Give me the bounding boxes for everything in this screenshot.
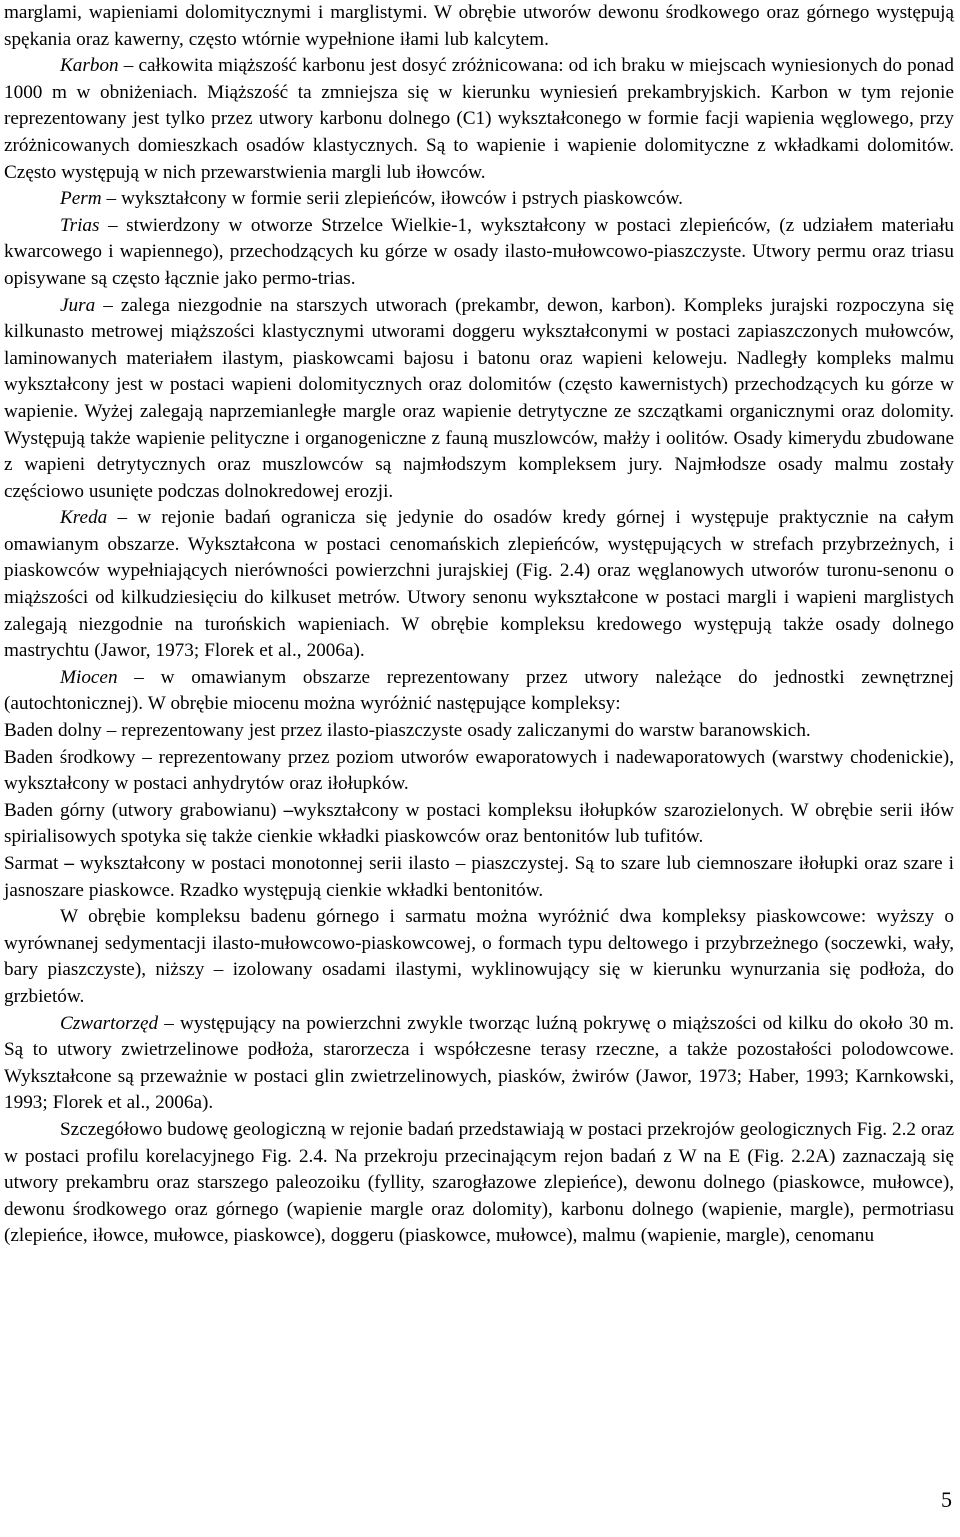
section-term: Trias — [60, 214, 100, 236]
paragraph — [4, 0, 954, 53]
paragraph — [4, 53, 954, 186]
paragraph — [4, 798, 954, 851]
paragraph-text: Baden górny (utwory grabowianu) — [4, 799, 284, 821]
section-term: Czwartorzęd — [60, 1012, 159, 1034]
paragraph-text: – występujący na powierzchni zwykle tworząc luźną pokrywę o miąższości od kilku do około 30 m. Są to utwory zwietrzelinowe podłoża, starorzecza i współczesne terasy rzeczne, a także pozostałości polodowcowe. Wykształcone są przeważnie w postaci glin zwietrzelinowych, piasków, żwirów (Jawor, 1973; Haber, 1993; Karnkowski, 1993; Florek et al., 2006a). — [4, 1012, 954, 1114]
page-number: 5 — [941, 1487, 952, 1512]
paragraph-text: wykształcony w postaci kompleksu iłołupków szarozielonych. W obrębie serii iłów spirialisowych spotyka się także cienkie wkładki piaskowców oraz bentonitów lub tufitów. — [4, 799, 954, 848]
paragraph — [4, 718, 954, 745]
bold-dash: – — [283, 799, 294, 821]
paragraph-text: wykształcony w postaci monotonnej serii ilasto – piaszczystej. Są to szare lub ciemnoszare iłołupki oraz szare i jasnoszare piaskowce. Rzadko występują cienkie wkładki bentonitów. — [4, 853, 954, 901]
paragraph — [4, 904, 954, 1010]
paragraph — [4, 213, 954, 293]
paragraph — [4, 293, 954, 506]
paragraph-text: – wykształcony w formie serii zlepieńców, iłowców i pstrych piaskowców. — [101, 188, 683, 210]
section-term: Miocen — [60, 666, 118, 688]
paragraph-text: – zalega niezgodnie na starszych utworach (prekambr, dewon, karbon). Kompleks jurajski rozpoczyna się kilkunasto metrowej miąższości klastycznymi utworami doggeru wykształconymi w postaci zapiaszczonych mułowców, laminowanych materiałem ilastym, piaskowcami bajosu i batonu oraz wapieni keloweju. Nadległy kompleks malmu wykształcony jest w postaci wapieni dolomitycznych oraz dolomitów (często kawernistych) przechodzących ku górze w wapienie. Wyżej zalegają naprzemianległe margle oraz wapienie detrytyczne ze szczątkami organicznymi oraz dolomity. Występują także wapienie pelityczne i organogeniczne z fauną muszlowców, małży i oolitów. Osady kimerydu zbudowane z wapieni detrytycznych oraz muszlowców są najmłodszym kompleksem jury. Najmłodsze osady malmu zostały częściowo usunięte podczas dolnokredowej erozji. — [4, 294, 954, 502]
section-term: Karbon — [60, 55, 119, 77]
paragraph-text: – całkowita miąższość karbonu jest dosyć zróżnicowana: od ich braku w miejscach wyniesionych do ponad 1000 m w obniżeniach. Miąższość ta zmniejsza się w kierunku wyniesień prekambryjskich. Karbon w tym rejonie reprezentowany jest tylko przez utwory karbonu dolnego (C1) wykształconego w formie facji wapienia węglowego, przy zróżnicowanych domieszkach osadów klastycznych. Są to wapienie i wapienie dolomityczne z wkładkami dolomitów. Często występują w nich przewarstwienia margli lub iłowców. — [4, 55, 954, 183]
paragraph-text: Sarmat — [4, 853, 65, 874]
paragraph-text: – w rejonie badań ogranicza się jedynie do osadów kredy górnej i występuje praktycznie na całym omawianym obszarze. Wykształcona w postaci cenomańskich zlepieńców, występujących w strefach przybrzeżnych, i piaskowców wypełniających nierówności powierzchni jurajskiej (Fig. 2.4) oraz węglanowych utworów turonu-senonu o miąższości od kilkudziesięciu do kilkuset metrów. Utwory senonu wykształcone w postaci margli i wapieni marglistych zalegają niezgodnie na turońskich wapieniach. W obrębie kompleksu kredowego występują także osady dolnego mastrychtu (Jawor, 1973; Florek et al., 2006a). — [4, 507, 954, 662]
section-term: Jura — [60, 294, 96, 316]
paragraph-text: Baden dolny – reprezentowany jest przez ilasto-piaszczyste osady zaliczanymi do warstw baranowskich. — [4, 720, 811, 742]
paragraph-text: – w omawianym obszarze reprezentowany przez utwory należące do jednostki zewnętrznej (autochtonicznej). W obrębie miocenu można wyróżnić następujące kompleksy: — [4, 666, 954, 715]
paragraph-text: – stwierdzony w otworze Strzelce Wielkie-1, wykształcony w postaci zlepieńców, (z udziałem materiału kwarcowego i wapiennego), przechodzących ku górze w osady ilasto-mułowcowo-piaszczyste. Utwory permu oraz triasu opisywane są często łącznie jako permo-trias. — [4, 214, 954, 289]
document-body — [4, 0, 954, 1250]
paragraph — [4, 505, 954, 665]
paragraph-text: Szczegółowo budowę geologiczną w rejonie badań przedstawiają w postaci przekrojów geologicznych Fig. 2.2 oraz w postaci profilu korelacyjnego Fig. 2.4. Na przekroju przecinającym rejon badań z W na E (Fig. 2.2A) zaznaczają się utwory prekambru oraz starszego paleozoiku (fyllity, szarogłazowe zlepieńce), dewonu dolnego (piaskowce, mułowce), dewonu środkowego oraz górnego (wapienie margle oraz dolomity), karbonu dolnego (wapienie, margle), permotriasu (zlepieńce, iłowce, mułowce, piaskowce), doggeru (piaskowce, mułowce), malmu (wapienie, margle), cenomanu — [4, 1118, 954, 1247]
paragraph-text: Baden środkowy – reprezentowany przez poziom utworów ewaporatowych i nadewaporatowych (warstwy chodenickie), wykształcony w postaci anhydrytów oraz iłołupków. — [4, 746, 954, 795]
paragraph — [4, 1117, 954, 1250]
section-term: Kreda — [60, 507, 108, 529]
paragraph-text: W obrębie kompleksu badenu górnego i sarmatu można wyróżnić dwa kompleksy piaskowcowe: wyższy o wyrównanej sedymentacji ilasto-mułowcowo-piaskowcowej, o formach typu deltowego i przybrzeżnego (soczewki, wały, bary piaszczyste), niższy – izolowany osadami ilastymi, wyklinowujący się w kierunku wynurzania się podłoża, do grzbietów. — [4, 906, 954, 1007]
paragraph-text: marglami, wapieniami dolomitycznymi i marglistymi. W obrębie utworów dewonu środkowego oraz górnego występują spękania oraz kawerny, często wtórnie wypełnione iłami lub kalcytem. — [4, 2, 954, 50]
paragraph — [4, 745, 954, 798]
section-term: Perm — [60, 188, 102, 210]
bold-dash: – — [64, 853, 74, 874]
paragraph — [4, 851, 954, 904]
paragraph — [4, 186, 954, 213]
paragraph — [4, 665, 954, 718]
paragraph — [4, 1011, 954, 1117]
